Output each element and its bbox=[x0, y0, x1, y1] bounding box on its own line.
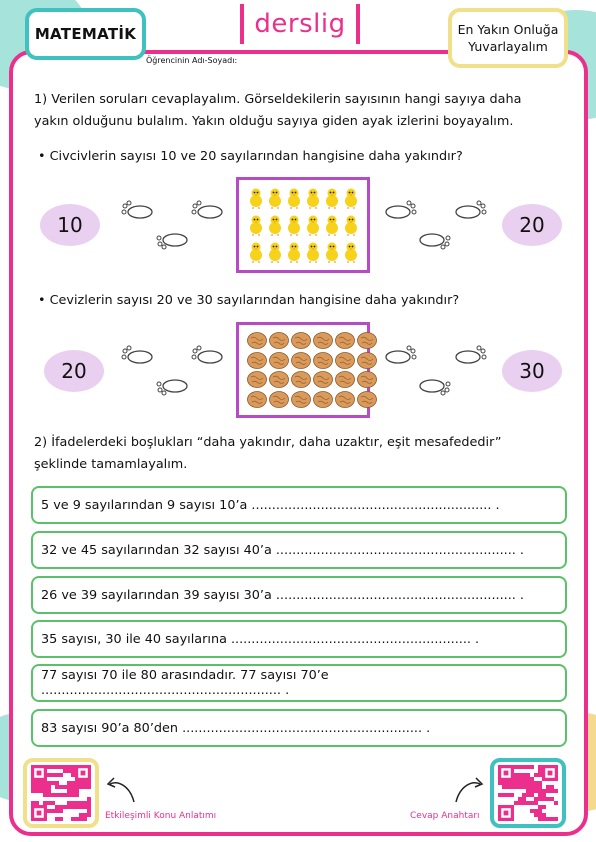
chick-icon bbox=[342, 213, 359, 238]
qr-code-icon bbox=[498, 765, 558, 821]
number-left-nuts: 20 bbox=[44, 350, 104, 392]
footprint-icon[interactable] bbox=[454, 200, 488, 220]
walnut-icon bbox=[247, 390, 267, 409]
walnuts-picture bbox=[236, 322, 370, 418]
walnut-icon bbox=[247, 331, 267, 350]
chick-icon bbox=[247, 213, 264, 238]
number-right-chicks: 20 bbox=[502, 204, 562, 246]
chick-icon bbox=[304, 213, 321, 238]
fill-blank-row[interactable]: 35 sayısı, 30 ile 40 sayılarına ........................................................... . bbox=[31, 620, 567, 658]
walnut-icon bbox=[291, 371, 311, 390]
chick-icon bbox=[304, 186, 321, 211]
qr-code-lesson[interactable] bbox=[23, 758, 99, 828]
chick-icon bbox=[323, 239, 340, 264]
walnut-icon bbox=[313, 331, 333, 350]
footprint-icon[interactable] bbox=[384, 345, 418, 365]
number-right-nuts: 30 bbox=[502, 350, 562, 392]
footprint-icon[interactable] bbox=[418, 230, 452, 250]
chick-icon bbox=[304, 239, 321, 264]
walnut-icon bbox=[357, 331, 377, 350]
footprint-icon[interactable] bbox=[120, 345, 154, 365]
walnut-icon bbox=[291, 351, 311, 370]
chick-icon bbox=[342, 186, 359, 211]
footprint-icon[interactable] bbox=[190, 200, 224, 220]
chick-icon bbox=[247, 186, 264, 211]
qr-code-icon bbox=[31, 765, 91, 821]
number-left-chicks: 10 bbox=[40, 204, 100, 246]
topic-line2: Yuvarlayalım bbox=[468, 39, 548, 54]
lesson-link-caption[interactable]: Etkileşimli Konu Anlatımı bbox=[105, 811, 217, 821]
footprint-icon[interactable] bbox=[120, 200, 154, 220]
walnut-icon bbox=[335, 331, 355, 350]
fill-blank-row[interactable]: 83 sayısı 90’a 80’den ........................................................... . bbox=[31, 709, 567, 747]
subject-title: MATEMATİK bbox=[25, 8, 146, 60]
chick-icon bbox=[285, 186, 302, 211]
curved-arrow-icon bbox=[452, 774, 486, 804]
walnut-icon bbox=[269, 371, 289, 390]
chicks-picture bbox=[236, 177, 370, 273]
walnut-icon bbox=[247, 351, 267, 370]
chick-icon bbox=[323, 186, 340, 211]
walnut-icon bbox=[357, 371, 377, 390]
chick-icon bbox=[285, 213, 302, 238]
answer-key-caption[interactable]: Cevap Anahtarı bbox=[410, 811, 480, 821]
question-2-instruction: 2) İfadelerdeki boşlukları “daha yakındır, daha uzaktır, eşit mesafededir” şeklinde tamamlayalım. bbox=[34, 435, 502, 472]
qr-code-answers[interactable] bbox=[490, 758, 566, 828]
curved-arrow-icon bbox=[104, 774, 138, 804]
fill-blank-row[interactable]: 5 ve 9 sayılarından 9 sayısı 10’a ........................................................... . bbox=[31, 486, 567, 524]
walnut-icon bbox=[313, 390, 333, 409]
chick-icon bbox=[342, 239, 359, 264]
walnut-icon bbox=[335, 371, 355, 390]
fill-blank-row[interactable]: 77 sayısı 70 ile 80 arasındadır. 77 sayısı 70’e ........................................................... . bbox=[31, 664, 567, 702]
walnut-icon bbox=[269, 390, 289, 409]
chick-icon bbox=[285, 239, 302, 264]
footprint-icon[interactable] bbox=[190, 345, 224, 365]
question-1-instruction: 1) Verilen soruları cevaplayalım. Görseldekilerin sayısının hangi sayıya daha yakın olduğunu bulalım. Yakın olduğu sayıya giden ayak izlerini boyayalım. bbox=[34, 92, 522, 129]
topic-title bbox=[448, 8, 568, 68]
walnut-icon bbox=[335, 390, 355, 409]
footprint-icon[interactable] bbox=[384, 200, 418, 220]
chick-icon bbox=[266, 239, 283, 264]
chick-icon bbox=[247, 239, 264, 264]
walnut-icon bbox=[357, 390, 377, 409]
footprint-icon[interactable] bbox=[454, 345, 488, 365]
brand-logo: derslig bbox=[240, 4, 360, 44]
walnut-icon bbox=[335, 351, 355, 370]
walnut-icon bbox=[269, 331, 289, 350]
walnut-icon bbox=[313, 371, 333, 390]
question-nuts: • Cevizlerin sayısı 20 ve 30 sayılarından hangisine daha yakındır? bbox=[38, 293, 460, 308]
fill-blank-row[interactable]: 26 ve 39 sayılarından 39 sayısı 30’a ........................................................... . bbox=[31, 576, 567, 614]
fill-blank-row[interactable]: 32 ve 45 sayılarından 32 sayısı 40’a ........................................................... . bbox=[31, 531, 567, 569]
chick-icon bbox=[323, 213, 340, 238]
footprint-icon[interactable] bbox=[155, 376, 189, 396]
topic-line1: En Yakın Onluğa bbox=[457, 22, 559, 37]
footprint-icon[interactable] bbox=[418, 376, 452, 396]
student-name-label: Öğrencinin Adı-Soyadı: bbox=[146, 56, 238, 65]
walnut-icon bbox=[291, 390, 311, 409]
chick-icon bbox=[266, 186, 283, 211]
chick-icon bbox=[266, 213, 283, 238]
question-chicks: • Civcivlerin sayısı 10 ve 20 sayılarından hangisine daha yakındır? bbox=[38, 149, 463, 164]
footprint-icon[interactable] bbox=[155, 230, 189, 250]
walnut-icon bbox=[269, 351, 289, 370]
walnut-icon bbox=[247, 371, 267, 390]
walnut-icon bbox=[313, 351, 333, 370]
walnut-icon bbox=[291, 331, 311, 350]
walnut-icon bbox=[357, 351, 377, 370]
